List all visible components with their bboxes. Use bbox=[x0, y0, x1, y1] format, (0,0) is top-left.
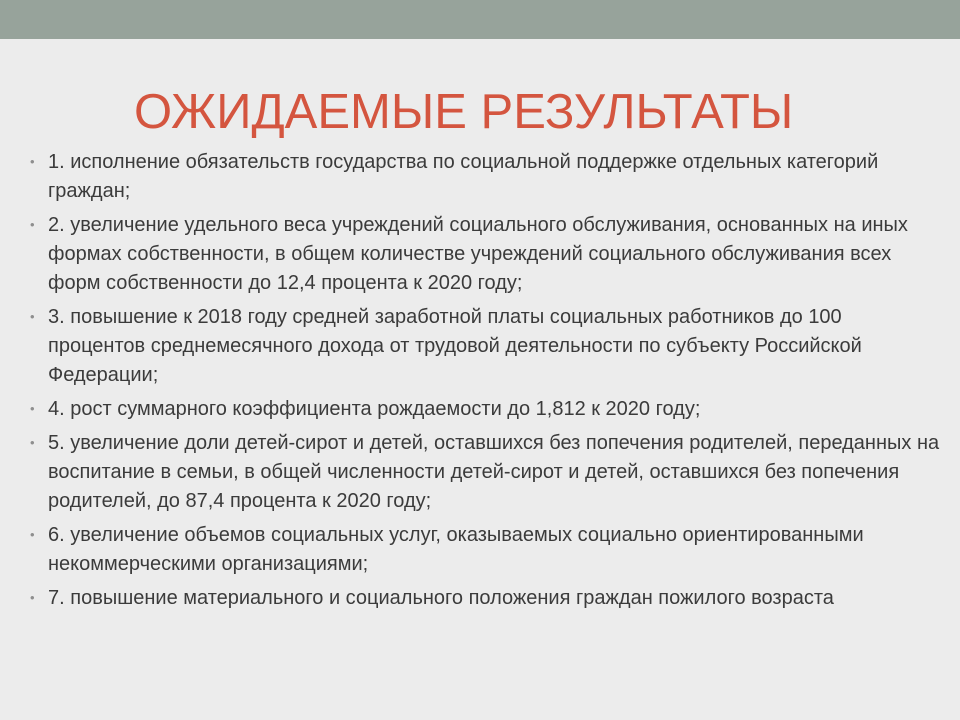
bullet-icon: • bbox=[30, 401, 35, 416]
list-item-text: 6. увеличение объемов социальных услуг, оказываемых социально ориентированными некоммерческими организациями; bbox=[48, 524, 864, 575]
list-item bbox=[30, 429, 940, 516]
bullet-icon: • bbox=[30, 309, 35, 324]
bullet-icon: • bbox=[30, 590, 35, 605]
bullet-icon: • bbox=[30, 217, 35, 232]
list-item bbox=[30, 395, 940, 424]
list-item-text: 5. увеличение доли детей-сирот и детей, оставшихся без попечения родителей, переданных на воспитание в семьи, в общей численности детей-сирот и детей, оставшихся без попечения родителей, до 87,4 процента к 2020 году; bbox=[48, 432, 940, 512]
list-item bbox=[30, 584, 940, 613]
results-list bbox=[30, 148, 940, 618]
top-decorative-bar bbox=[0, 0, 960, 39]
list-item bbox=[30, 521, 940, 579]
list-item-text: 2. увеличение удельного веса учреждений социального обслуживания, основанных на иных формах собственности, в общем количестве учреждений социального обслуживания всех форм собственности до 12,4 процента к 2020 году; bbox=[48, 214, 908, 294]
list-item bbox=[30, 211, 940, 298]
bullet-icon: • bbox=[30, 527, 35, 542]
bullet-icon: • bbox=[30, 435, 35, 450]
list-item-text: 1. исполнение обязательств государства по социальной поддержке отдельных категорий граждан; bbox=[48, 151, 879, 202]
list-item-text: 4. рост суммарного коэффициента рождаемости до 1,812 к 2020 году; bbox=[48, 398, 701, 420]
list-item-text: 7. повышение материального и социального положения граждан пожилого возраста bbox=[48, 587, 834, 609]
list-item bbox=[30, 303, 940, 390]
bullet-icon: • bbox=[30, 154, 35, 169]
slide-title: ОЖИДАЕМЫЕ РЕЗУЛЬТАТЫ bbox=[134, 85, 794, 139]
list-item-text: 3. повышение к 2018 году средней заработной платы социальных работников до 100 процентов среднемесячного дохода от трудовой деятельности по субъекту Российской Федерации; bbox=[48, 306, 862, 386]
list-item bbox=[30, 148, 940, 206]
